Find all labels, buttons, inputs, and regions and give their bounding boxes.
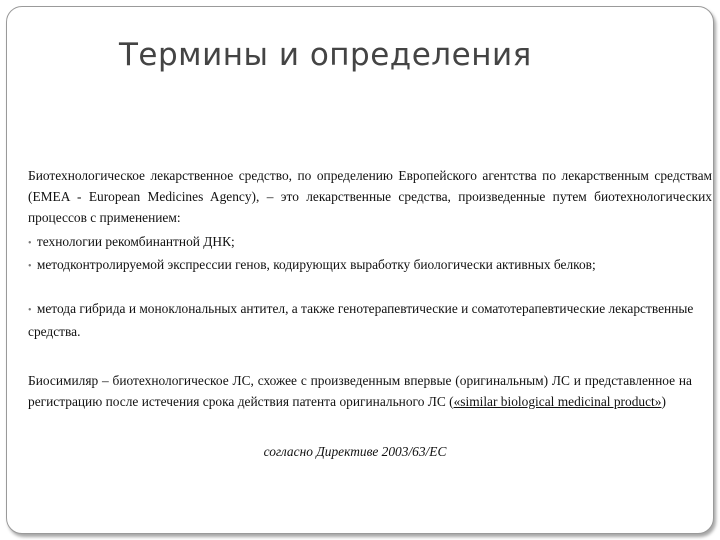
directive-text: согласно Директиве 2003/63/ЕС [263, 444, 447, 459]
bullet-item [28, 254, 712, 277]
biosimilar-term: «similar biological medicinal product» [453, 394, 662, 409]
biosimilar-paragraph [28, 370, 692, 412]
bullet-icon: • [28, 261, 32, 272]
bullet-text: метода гибрида и моноклональных антител, а также генотерапевтические и соматотерапевтические лекарственные средства. [28, 301, 694, 339]
bullet-icon: • [28, 305, 32, 316]
bullet-item [28, 298, 712, 342]
bullet-text: технологии рекомбинантной ДНК; [36, 234, 235, 249]
biosimilar-text: Биосимиляр – биотехнологическое ЛС, схожее с произведенным впервые (оригинальным) ЛС и представленное на регистрацию после истечения срока действия патента оригинального ЛС ( [28, 373, 692, 409]
definition-paragraph: Биотехнологическое лекарственное средство, по определению Европейского агентства по лекарственным средствам (EMEA - European Medicines Agency), – это лекарственные средства, произведенные путем биотехнологических процессов с применением: [28, 168, 712, 225]
directive-reference [0, 444, 720, 460]
bullet-text: методконтролируемой экспрессии генов, кодирующих выработку биологически активных белков; [36, 257, 596, 272]
biosimilar-close: ) [661, 394, 666, 409]
slide-title: Термины и определения [119, 37, 532, 73]
bullet-icon: • [28, 238, 32, 249]
bullet-item [28, 231, 712, 254]
